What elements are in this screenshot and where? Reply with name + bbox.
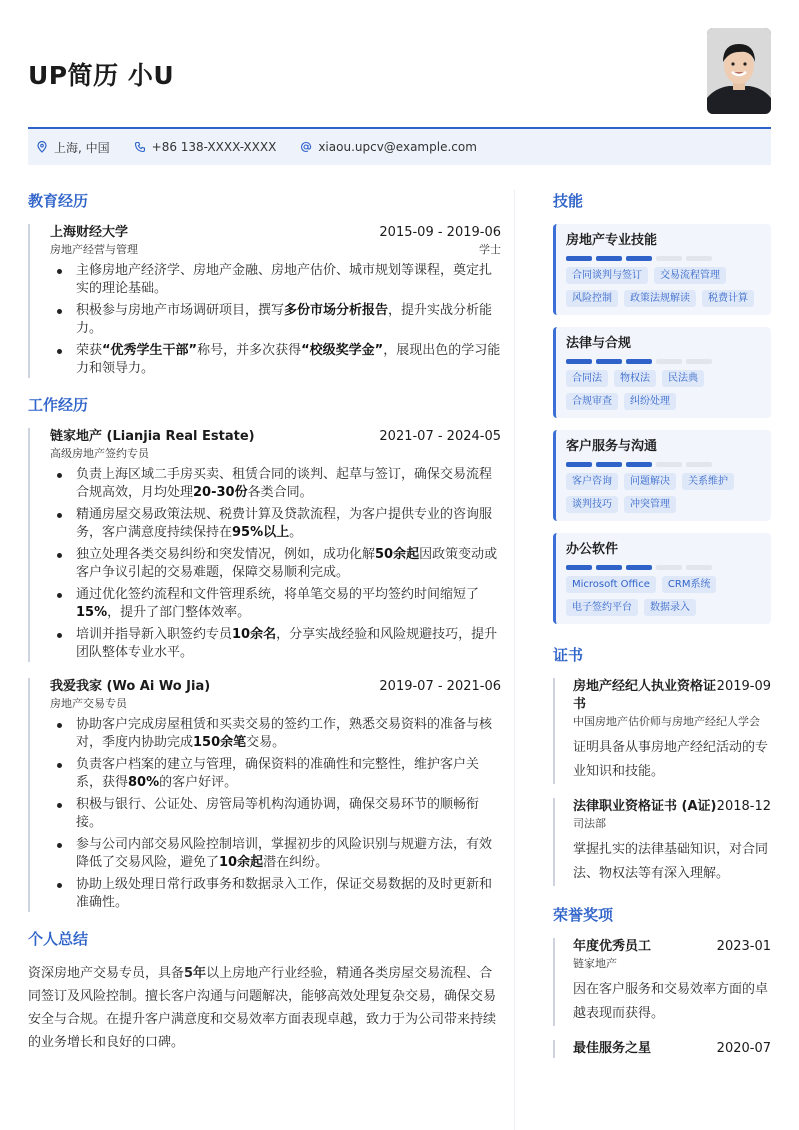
highlight-text: 150余笔 [193, 735, 247, 750]
level-segment [596, 359, 622, 364]
skill-level-bar [566, 359, 761, 364]
bullet-item [50, 756, 501, 792]
summary-text [28, 962, 501, 1054]
candidate-name: UP简历 小U [28, 61, 175, 90]
skill-tag: 合同法 [566, 370, 608, 387]
cert-issuer: 司法部 [573, 817, 606, 830]
skill-tag: 合规审查 [566, 393, 618, 410]
highlight-text: 10余起 [219, 855, 264, 870]
contact-bar [28, 127, 771, 165]
bullet-text: 参与公司内部交易风险控制培训，掌握初步的风险识别与规避方法，有效降低了交易风险，避免了 [76, 837, 493, 870]
level-segment [656, 462, 682, 467]
entry-head [50, 224, 501, 242]
entry-sub [50, 696, 501, 712]
skill-tag: 税费计算 [702, 290, 754, 307]
level-segment [686, 256, 712, 261]
cert-description: 证明具备从事房地产经纪活动的专业知识和技能。 [573, 740, 769, 779]
level-segment [626, 565, 652, 570]
bullet-text: 潜在纠纷。 [263, 855, 329, 870]
skill-tag: 交易流程管理 [654, 267, 726, 284]
bullet-text: 协助客户完成房屋租赁和买卖交易的签约工作，熟悉交易资料的准备与核对，季度内协助完成 [76, 717, 493, 750]
level-segment [566, 256, 592, 261]
highlight-text: 多份市场分析报告 [284, 303, 389, 318]
skill-level-bar [566, 565, 761, 570]
level-segment [656, 256, 682, 261]
highlight-text: 80% [128, 775, 160, 790]
skill-name: 办公软件 [566, 542, 619, 557]
skills-title: 技能 [553, 192, 584, 210]
contact-email[interactable] [300, 140, 477, 154]
work-entry [28, 428, 501, 662]
phone-icon [134, 141, 146, 153]
bullet-item [50, 796, 501, 832]
highlight-text: 20-30份 [193, 485, 248, 500]
cert-name: 年度优秀员工 [573, 939, 652, 954]
work-list [48, 428, 501, 912]
highlight-text: “优秀学生干部” [102, 343, 198, 358]
skill-level-bar [566, 256, 761, 261]
certificate-entry [553, 798, 771, 886]
skill-tag: CRM系统 [662, 576, 717, 593]
skill-name: 客户服务与沟通 [566, 439, 658, 454]
work-title: 工作经历 [28, 396, 89, 414]
location-icon [36, 141, 48, 153]
bullet-text: 积极参与房地产市场调研项目，撰写 [76, 303, 285, 318]
level-segment [626, 462, 652, 467]
cert-issuer: 中国房地产估价师与房地产经纪人学会 [573, 715, 760, 728]
skill-tag: 冲突管理 [624, 496, 676, 513]
level-segment [686, 359, 712, 364]
education-list [48, 224, 501, 378]
skill-tag: 民法典 [662, 370, 704, 387]
bullet-text: 荣获 [76, 343, 103, 358]
highlight-text: 50余起 [375, 547, 420, 562]
level-segment [686, 462, 712, 467]
bullet-text: 。 [289, 525, 303, 540]
entry-date: 2019-07 - 2021-06 [379, 679, 501, 694]
level-segment [656, 565, 682, 570]
avatar [707, 28, 771, 114]
skill-tag: 关系维护 [682, 473, 734, 490]
entry-date: 2021-07 - 2024-05 [379, 429, 501, 444]
cert-head [573, 798, 771, 816]
school-name: 上海财经大学 [50, 225, 129, 240]
bullet-item [50, 302, 501, 338]
highlight-text: 10余名 [232, 627, 277, 642]
skill-card [553, 327, 771, 418]
awards-list [553, 938, 771, 1058]
summary-part: 资深房地产交易专员，具备 [28, 966, 185, 981]
bullet-text: ，分享实战经验和风险规避技巧，提升团队整体专业水平。 [76, 627, 498, 660]
skill-card [553, 533, 771, 624]
bullet-text: 负责客户档案的建立与管理，确保资料的准确性和完整性，维护客户关系，获得 [76, 757, 480, 790]
bullet-text: 积极与银行、公证处、房管局等机构沟通协调，确保交易环节的顺畅衔接。 [76, 797, 480, 830]
level-segment [686, 565, 712, 570]
level-segment [656, 359, 682, 364]
skill-tag: 谈判技巧 [566, 496, 618, 513]
cert-date: 2019-09 [716, 679, 771, 694]
location-text: 上海, 中国 [54, 140, 110, 155]
bullet-text: 交易。 [246, 735, 286, 750]
bullet-text: 称号，并多次获得 [197, 343, 302, 358]
cert-issuer: 链家地产 [573, 957, 617, 970]
highlight-text: 5年 [184, 966, 207, 981]
skill-tags [566, 576, 761, 616]
entry-head [50, 678, 501, 696]
skill-tag: 电子签约平台 [566, 599, 638, 616]
skill-tag: 政策法规解读 [624, 290, 696, 307]
level-segment [596, 256, 622, 261]
cert-description: 掌握扎实的法律基础知识，对合同法、物权法等有深入理解。 [573, 842, 769, 881]
cert-name: 房地产经纪人执业资格证书 [573, 679, 717, 712]
right-column [553, 190, 771, 1072]
job-role: 高级房地产签约专员 [50, 447, 149, 460]
major: 房地产经营与管理 [50, 243, 138, 256]
level-segment [596, 565, 622, 570]
skill-tags [566, 473, 761, 513]
job-role: 房地产交易专员 [50, 697, 127, 710]
bullet-item [50, 836, 501, 872]
bullet-text: 独立处理各类交易纠纷和突发情况，例如，成功化解 [76, 547, 376, 562]
highlight-text: 15% [76, 605, 108, 620]
awards-title: 荣誉奖项 [553, 906, 614, 924]
cert-head [573, 938, 771, 956]
bullet-text: ，展现出色的学习能力和领导力。 [76, 343, 501, 376]
bullet-text: 培训并指导新入职签约专员 [76, 627, 233, 642]
bullet-text: 主修房地产经济学、房地产金融、房地产估价、城市规划等课程，奠定扎实的理论基础。 [76, 263, 493, 296]
education-entry [28, 224, 501, 378]
entry-date: 2015-09 - 2019-06 [379, 225, 501, 240]
bullet-text: 精通房屋交易政策法规、税费计算及贷款流程，为客户提供专业的咨询服务，客户满意度持续保持在 [76, 507, 493, 540]
company-name: 链家地产 (Lianjia Real Estate) [50, 429, 255, 444]
email-text: xiaou.upcv@example.com [318, 140, 477, 154]
skill-tag: 纠纷处理 [624, 393, 676, 410]
education-title: 教育经历 [28, 192, 89, 210]
bullet-item [50, 626, 501, 662]
column-divider [514, 190, 515, 1130]
skill-name: 房地产专业技能 [566, 233, 658, 248]
bullet-text: 协助上级处理日常行政事务和数据录入工作，保证交易数据的及时更新和准确性。 [76, 877, 493, 910]
level-segment [566, 359, 592, 364]
entry-head [50, 428, 501, 446]
bullet-item [50, 546, 501, 582]
summary-title: 个人总结 [28, 930, 89, 948]
skill-tag: 数据录入 [644, 599, 696, 616]
contact-location [36, 139, 110, 156]
bullet-item [50, 716, 501, 752]
email-icon [300, 141, 312, 153]
bullet-text: 通过优化签约流程和文件管理系统，将单笔交易的平均签约时间缩短了 [76, 587, 480, 602]
skill-tag: Microsoft Office [566, 576, 656, 593]
skill-card [553, 430, 771, 521]
left-column [28, 190, 501, 1054]
skill-tags [566, 370, 761, 410]
skill-tag: 客户咨询 [566, 473, 618, 490]
cert-date: 2020-07 [716, 1041, 771, 1056]
skill-tag: 物权法 [614, 370, 656, 387]
summary-part: 以上房地产行业经验，精通各类房屋交易流程、合同签订及风险控制。擅长客户沟通与问题解决，能够高效处理复杂交易，确保交易安全与合规。在提升客户满意度和交易效率方面表现卓越，致力于为公司带来持续的业务增长和良好的口碑。 [28, 966, 497, 1050]
cert-description: 因在客户服务和交易效率方面的卓越表现而获得。 [573, 982, 769, 1021]
award-entry [553, 938, 771, 1026]
entry-sub [50, 242, 501, 258]
certificate-entry [553, 678, 771, 784]
level-segment [566, 565, 592, 570]
cert-head [573, 678, 771, 714]
bullet-item [50, 262, 501, 298]
bullet-item [50, 466, 501, 502]
skills-list [553, 224, 771, 624]
highlight-text: “校级奖学金” [301, 343, 384, 358]
skill-name: 法律与合规 [566, 336, 632, 351]
level-segment [626, 256, 652, 261]
company-name: 我爱我家 (Wo Ai Wo Jia) [50, 679, 211, 694]
skill-tag: 合同谈判与签订 [566, 267, 648, 284]
bullet-text: ，提升了部门整体效率。 [107, 605, 251, 620]
bullet-text: 负责上海区域二手房买卖、租赁合同的谈判、起草与签订，确保交易流程合规高效，月均处理 [76, 467, 493, 500]
skill-level-bar [566, 462, 761, 467]
contact-phone[interactable] [134, 140, 277, 154]
award-entry [553, 1040, 771, 1058]
cert-head [573, 1040, 771, 1058]
bullet-text: ，提升实战分析能力。 [76, 303, 493, 336]
degree: 学士 [479, 243, 501, 256]
bullet-item [50, 506, 501, 542]
skill-tag: 风险控制 [566, 290, 618, 307]
entry-sub [50, 446, 501, 462]
bullet-list [50, 716, 501, 912]
certificates-list [553, 678, 771, 886]
certificates-title: 证书 [553, 646, 584, 664]
bullet-list [50, 262, 501, 378]
skill-card [553, 224, 771, 315]
highlight-text: 95%以上 [232, 525, 290, 540]
work-entry [28, 678, 501, 912]
bullet-item [50, 586, 501, 622]
cert-date: 2023-01 [716, 939, 771, 954]
cert-name: 最佳服务之星 [573, 1041, 652, 1056]
bullet-text: 因政策变动或客户争议引起的交易难题，保障交易顺利完成。 [76, 547, 498, 580]
cert-name: 法律职业资格证书 (A证) [573, 799, 717, 814]
bullet-item [50, 342, 501, 378]
bullet-text: 的客户好评。 [159, 775, 238, 790]
level-segment [596, 462, 622, 467]
resume-header [28, 28, 771, 116]
bullet-text: 各类合同。 [247, 485, 313, 500]
bullet-list [50, 466, 501, 662]
skill-tag: 问题解决 [624, 473, 676, 490]
phone-text: +86 138-XXXX-XXXX [151, 140, 277, 154]
cert-date: 2018-12 [716, 799, 771, 814]
level-segment [566, 462, 592, 467]
skill-tags [566, 267, 761, 307]
level-segment [626, 359, 652, 364]
bullet-item [50, 876, 501, 912]
